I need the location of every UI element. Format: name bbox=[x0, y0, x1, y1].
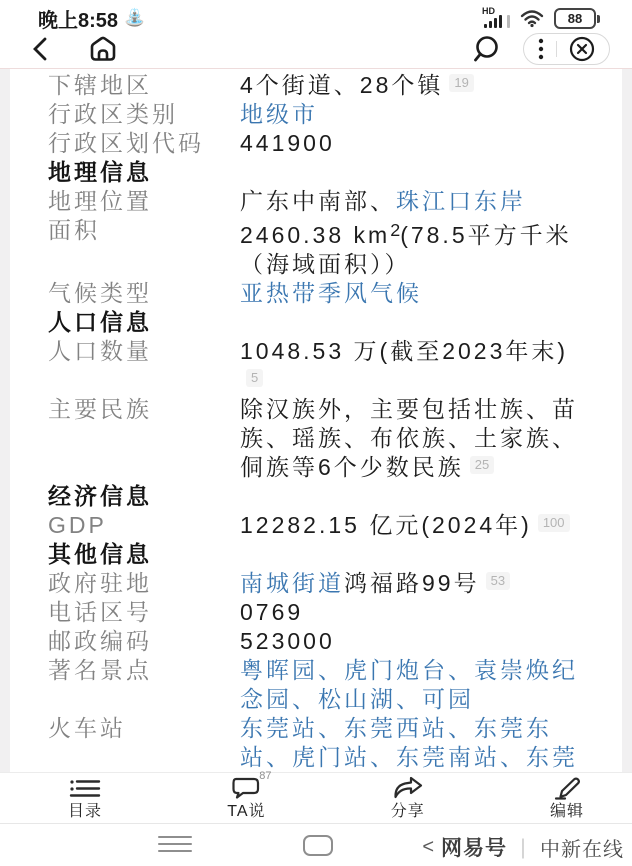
weather-emoji-icon: ⛲ bbox=[124, 8, 146, 27]
comment-icon bbox=[231, 776, 261, 802]
search-icon[interactable] bbox=[471, 34, 501, 64]
entity-link[interactable]: 珠江口东岸 bbox=[396, 188, 526, 214]
status-time bbox=[38, 4, 145, 33]
home-icon[interactable] bbox=[88, 35, 118, 63]
share-label: 分享 bbox=[390, 803, 425, 820]
back-icon[interactable] bbox=[30, 36, 50, 62]
field-value bbox=[240, 100, 596, 129]
field-value bbox=[240, 714, 596, 772]
infobox-row bbox=[48, 129, 620, 158]
source-name: 中新在线 bbox=[540, 838, 624, 861]
field-label: GDP bbox=[48, 512, 107, 538]
field-value bbox=[240, 337, 596, 395]
hd-badge: HD bbox=[482, 6, 495, 16]
field-label: 地理位置 bbox=[48, 188, 152, 214]
infobox-row bbox=[48, 627, 620, 656]
value-text: 441900 bbox=[240, 130, 335, 156]
wifi-icon bbox=[520, 8, 544, 28]
field-label: 行政区划代码 bbox=[48, 130, 204, 156]
clock-text: 晚上8:58 bbox=[38, 9, 119, 32]
field-label: 著名景点 bbox=[48, 657, 152, 683]
field-label: 气候类型 bbox=[48, 280, 152, 306]
comment-count-badge: 87 bbox=[259, 770, 272, 782]
field-label: 人口数量 bbox=[48, 338, 152, 364]
field-label: 主要民族 bbox=[48, 396, 152, 422]
toc-button[interactable] bbox=[68, 776, 102, 820]
battery-level: 88 bbox=[567, 10, 583, 26]
toc-icon bbox=[69, 776, 101, 802]
field-value bbox=[240, 627, 596, 656]
browser-nav-bar bbox=[0, 34, 632, 68]
infobox-row bbox=[48, 100, 620, 129]
reference-badge[interactable]: 53 bbox=[486, 572, 510, 590]
infobox-row bbox=[48, 187, 620, 216]
value-text: (78.5平方千米 bbox=[400, 222, 572, 248]
field-label: 政府驻地 bbox=[48, 570, 152, 596]
field-value bbox=[240, 187, 596, 216]
entity-link[interactable]: 亚热带季风气候 bbox=[240, 280, 422, 306]
field-value bbox=[240, 279, 596, 308]
value-text: 4个街道、28个镇 bbox=[240, 72, 444, 98]
value-text: 2460.38 km bbox=[240, 222, 391, 248]
share-button[interactable] bbox=[391, 776, 425, 820]
value-text: 12282.15 亿元(2024年) bbox=[240, 512, 532, 538]
signal-icon bbox=[484, 8, 510, 28]
field-value bbox=[240, 71, 596, 100]
value-text: （海域面积）） bbox=[240, 251, 411, 277]
infobox-row bbox=[48, 511, 620, 540]
battery-icon bbox=[554, 8, 596, 29]
infobox bbox=[12, 71, 620, 772]
edit-icon bbox=[552, 776, 582, 802]
ta-says-label: TA说 bbox=[227, 803, 266, 820]
more-menu-icon[interactable] bbox=[538, 37, 544, 61]
field-label: 行政区类别 bbox=[48, 101, 178, 127]
infobox-row bbox=[48, 714, 620, 772]
value-text: 523000 bbox=[240, 628, 335, 654]
infobox-row bbox=[48, 279, 620, 308]
page-content bbox=[0, 68, 632, 772]
value-text: 广东中南部、 bbox=[240, 188, 396, 214]
entity-link[interactable]: 地级市 bbox=[240, 101, 318, 127]
app-name: 网易号 bbox=[441, 837, 507, 860]
section-header: 经济信息 bbox=[48, 483, 152, 509]
infobox-row bbox=[48, 656, 620, 714]
field-value bbox=[240, 656, 596, 714]
field-value bbox=[240, 395, 596, 482]
superscript-text: 2 bbox=[390, 220, 401, 240]
infobox-row bbox=[48, 216, 620, 279]
home-pill-icon[interactable] bbox=[303, 835, 333, 856]
infobox-row bbox=[48, 71, 620, 100]
reference-badge[interactable]: 5 bbox=[246, 369, 263, 387]
infobox-row bbox=[48, 569, 620, 598]
field-label: 下辖地区 bbox=[48, 72, 152, 98]
field-value bbox=[240, 569, 596, 598]
share-icon bbox=[392, 776, 424, 802]
field-label: 火车站 bbox=[48, 715, 126, 741]
field-label: 电话区号 bbox=[48, 599, 152, 625]
return-to-app[interactable] bbox=[422, 832, 624, 862]
browser-capsule bbox=[523, 33, 610, 65]
reference-badge[interactable]: 19 bbox=[449, 74, 473, 92]
value-text: 除汉族外，主要包括壮族、苗族、瑶族、布依族、土家族、侗族等6个少数民族 bbox=[240, 396, 578, 480]
edit-label: 编辑 bbox=[549, 803, 584, 820]
toc-label: 目录 bbox=[68, 803, 103, 820]
infobox-row bbox=[48, 598, 620, 627]
reference-badge[interactable]: 25 bbox=[470, 456, 494, 474]
field-value bbox=[240, 216, 596, 279]
field-label: 面积 bbox=[48, 217, 100, 243]
field-label: 邮政编码 bbox=[48, 628, 152, 654]
recents-icon[interactable] bbox=[158, 836, 192, 857]
ta-says-button[interactable] bbox=[227, 770, 272, 820]
value-text: 0769 bbox=[240, 599, 304, 625]
divider-text: ｜ bbox=[513, 838, 534, 861]
field-value bbox=[240, 598, 596, 627]
entity-link[interactable]: 粤晖园、虎门炮台、袁崇焕纪念园、松山湖、可园 bbox=[240, 657, 578, 712]
edit-button[interactable] bbox=[550, 776, 584, 820]
reference-badge[interactable]: 100 bbox=[538, 514, 570, 532]
section-header: 人口信息 bbox=[48, 309, 152, 335]
close-icon[interactable] bbox=[569, 36, 595, 62]
section-header: 其他信息 bbox=[48, 541, 152, 567]
value-text: 鸿福路99号 bbox=[344, 570, 480, 596]
entity-link[interactable]: 南城街道 bbox=[240, 570, 344, 596]
bottom-toolbar bbox=[0, 772, 632, 824]
entity-link[interactable]: 东莞站、东莞西站、东莞东站、虎门站、东莞南站、东莞 bbox=[240, 715, 578, 770]
infobox-row bbox=[48, 395, 620, 482]
infobox-row bbox=[48, 337, 620, 395]
section-header: 地理信息 bbox=[48, 159, 152, 185]
field-value bbox=[240, 511, 596, 540]
status-bar bbox=[0, 0, 632, 34]
value-text: 1048.53 万(截至2023年末) bbox=[240, 338, 569, 364]
status-icons bbox=[484, 8, 596, 29]
system-nav-bar bbox=[0, 824, 632, 866]
field-value bbox=[240, 129, 596, 158]
return-chevron-icon: < bbox=[422, 835, 435, 858]
